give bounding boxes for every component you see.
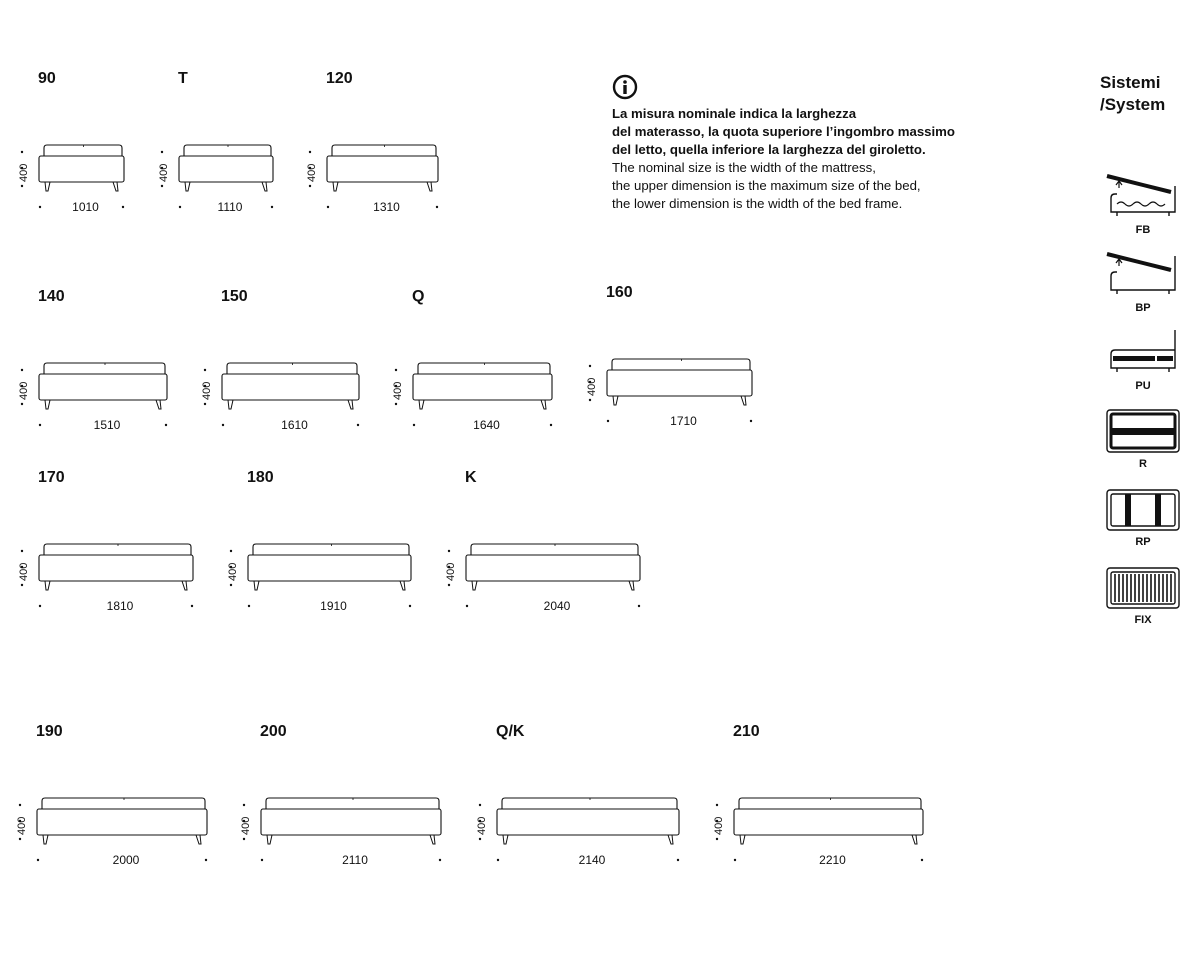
bed-size-label: K	[465, 469, 477, 486]
systems-title-en: /System	[1100, 95, 1166, 114]
info-icon	[612, 74, 638, 100]
bed-item	[586, 284, 826, 444]
bed-width-dimension: 1710	[670, 414, 697, 428]
bed-height-label: 400	[16, 816, 28, 835]
bed-size-label: 150	[221, 288, 248, 305]
bed-height-label: 400	[201, 381, 213, 400]
bed-item	[445, 469, 685, 629]
storage-bed-lift-icon	[1103, 246, 1183, 300]
info-text-it-2: del materasso, la quota superiore l’ingombro massimo	[612, 124, 955, 139]
slat-frame-two-bars-icon	[1103, 486, 1183, 534]
bed-height-label: 400	[227, 562, 239, 581]
bed-width-dimension: 1310	[373, 200, 400, 214]
bed-size-label: 140	[38, 288, 65, 305]
bed-size-label: 210	[733, 723, 760, 740]
fixed-slats-icon	[1103, 564, 1183, 612]
bed-width-dimension: 2110	[342, 853, 368, 867]
bed-item	[240, 723, 480, 883]
bed-width-dimension: 1510	[93, 418, 121, 432]
bed-height-label: 400	[18, 381, 30, 400]
bed-size-label: Q/K	[496, 723, 525, 740]
bed-item	[306, 70, 546, 230]
systems-title-it: Sistemi	[1100, 73, 1161, 92]
system-label-fb: FB	[1135, 224, 1151, 236]
bed-item	[713, 723, 953, 883]
bed-width-dimension: 1010	[72, 200, 99, 214]
bed-item	[476, 723, 716, 883]
system-label-rp: RP	[1135, 536, 1151, 548]
bed-size-label: 180	[247, 469, 274, 486]
bed-width-dimension: 1910	[320, 599, 347, 613]
bed-size-label: T	[178, 70, 188, 87]
info-text-en-1: The nominal size is the width of the mattress,	[612, 160, 876, 175]
bed-height-label: 400	[306, 163, 318, 182]
bed-height-label: 400	[240, 816, 252, 835]
bed-item	[227, 469, 467, 629]
slat-frame-single-bar-icon	[1103, 406, 1183, 456]
bed-width-dimension: 2140	[578, 853, 606, 867]
info-text-it-3: del letto, quella inferiore la larghezza del giroletto.	[612, 142, 926, 157]
bed-size-label: 120	[326, 70, 353, 87]
info-text-it-1: La misura nominale indica la larghezza	[612, 106, 857, 121]
bed-item	[392, 288, 632, 448]
bed-size-label: 200	[260, 723, 287, 740]
bed-item	[16, 723, 256, 883]
bed-width-dimension: 1610	[281, 418, 308, 432]
system-rp	[1100, 486, 1186, 548]
bed-height-label: 400	[476, 816, 488, 835]
bed-height-label: 400	[586, 377, 598, 396]
info-note	[612, 74, 992, 213]
bed-width-dimension: 1810	[106, 599, 134, 613]
system-fix	[1100, 564, 1186, 626]
bed-size-label: 160	[606, 284, 633, 301]
bed-width-dimension: 2210	[819, 853, 846, 867]
bed-height-label: 400	[713, 816, 725, 835]
system-pu	[1100, 324, 1186, 392]
bed-width-dimension: 1640	[473, 418, 500, 432]
storage-bed-wave-icon	[1103, 168, 1183, 222]
platform-bed-icon	[1103, 324, 1183, 378]
bed-item	[18, 469, 258, 629]
bed-height-label: 400	[18, 562, 30, 581]
bed-width-dimension: 1110	[217, 200, 243, 214]
system-bp	[1100, 246, 1186, 314]
info-text-en-2: the upper dimension is the maximum size of the bed,	[612, 178, 921, 193]
bed-item	[201, 288, 441, 448]
system-label-pu: PU	[1135, 380, 1151, 392]
bed-size-label: 170	[38, 469, 65, 486]
bed-width-dimension: 2000	[112, 853, 140, 867]
system-fb	[1100, 168, 1186, 236]
bed-size-label: 190	[36, 723, 63, 740]
system-label-bp: BP	[1135, 302, 1151, 314]
system-label-fix: FIX	[1134, 614, 1152, 626]
bed-size-label: 90	[38, 70, 56, 87]
bed-size-label: Q	[412, 288, 425, 305]
systems-legend	[1100, 72, 1190, 626]
bed-height-label: 400	[392, 381, 404, 400]
bed-height-label: 400	[158, 163, 170, 182]
system-r	[1100, 406, 1186, 470]
system-label-r: R	[1139, 458, 1147, 470]
info-text-en-3: the lower dimension is the width of the bed frame.	[612, 196, 903, 211]
bed-height-label: 400	[18, 163, 30, 182]
bed-width-dimension: 2040	[543, 599, 571, 613]
bed-height-label: 400	[445, 562, 457, 581]
